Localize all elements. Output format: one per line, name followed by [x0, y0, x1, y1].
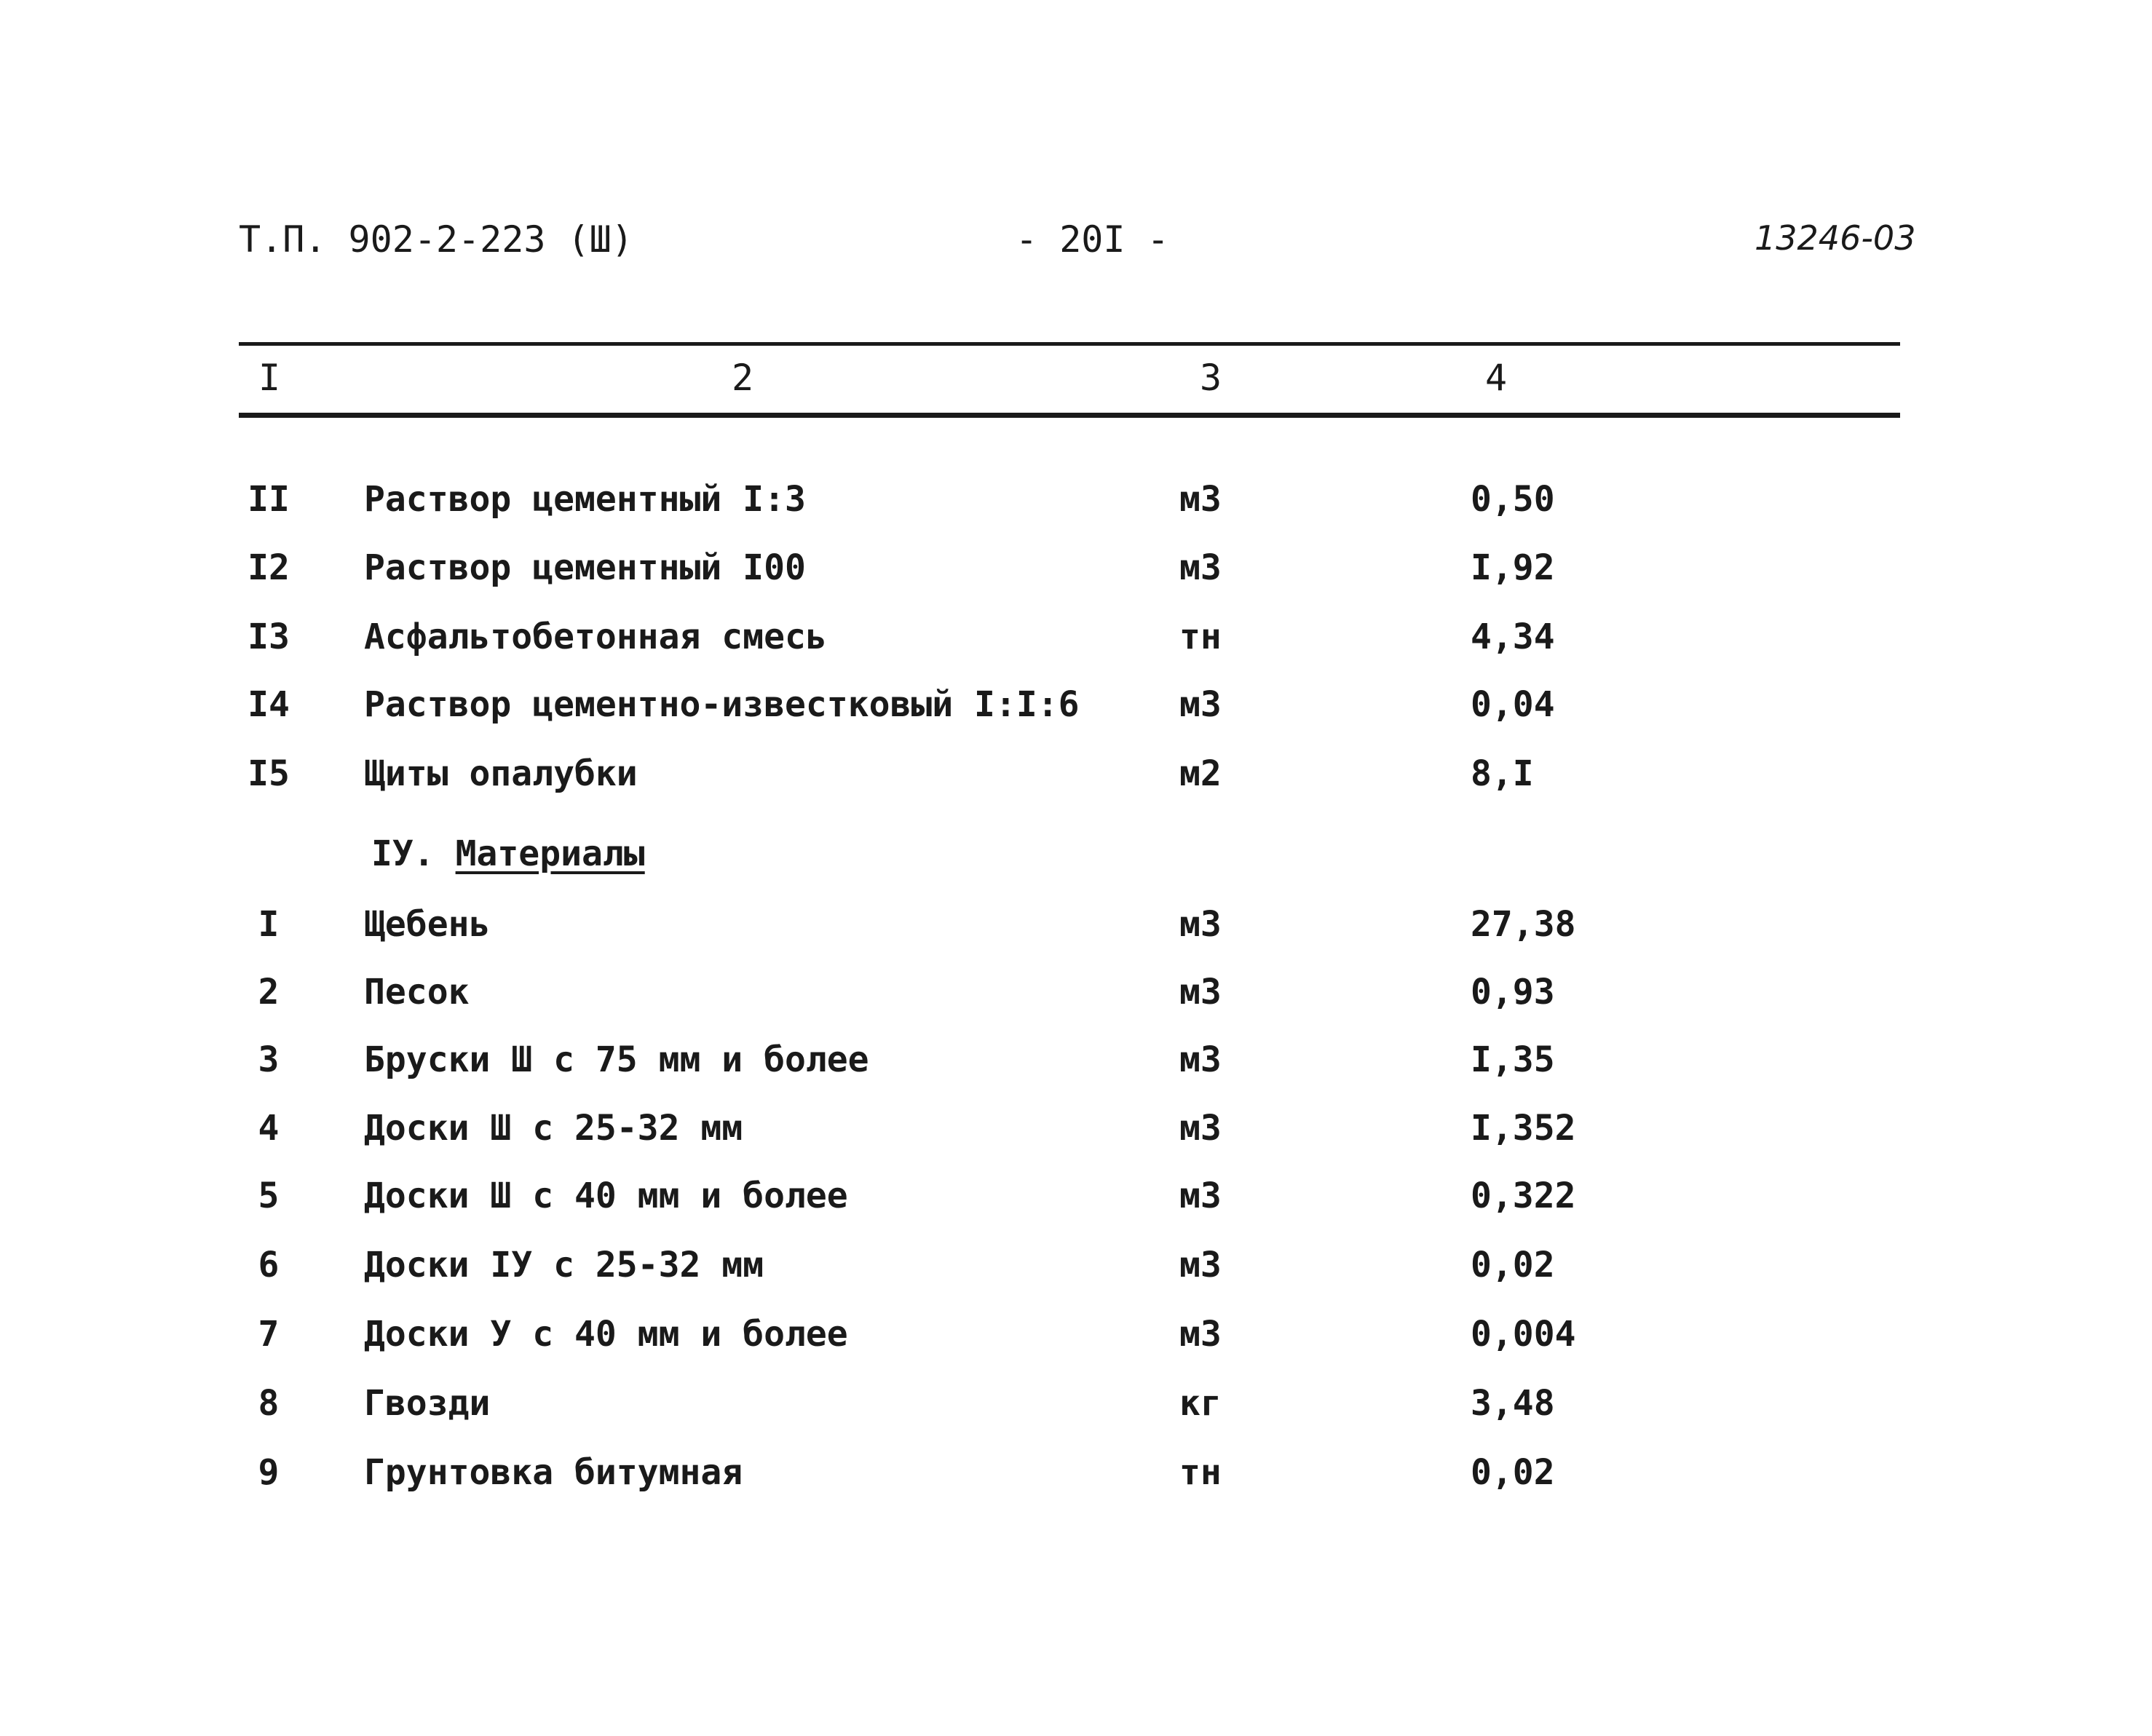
- table-row: [0, 972, 2152, 1030]
- table-row: [0, 753, 2152, 812]
- table-row: [0, 1039, 2152, 1098]
- row-name: Гвозди: [364, 1383, 491, 1424]
- row-quantity: I,352: [1471, 1108, 1576, 1149]
- row-unit: кг: [1179, 1383, 1222, 1424]
- section-number: IУ.: [371, 833, 435, 874]
- row-unit: м3: [1179, 547, 1222, 588]
- row-quantity: 0,50: [1471, 479, 1555, 520]
- handwritten-code: 13246-03: [1755, 218, 1916, 258]
- row-number: I2: [248, 547, 290, 588]
- row-name: Бруски Ш с 75 мм и более: [364, 1039, 869, 1080]
- row-quantity: I,92: [1471, 547, 1555, 588]
- row-number: 7: [258, 1314, 280, 1355]
- row-quantity: 27,38: [1471, 904, 1576, 945]
- row-number: I5: [248, 753, 290, 794]
- row-number: 8: [258, 1383, 280, 1424]
- row-number: 4: [258, 1108, 280, 1149]
- table-row: [0, 1176, 2152, 1234]
- row-number: 9: [258, 1452, 280, 1493]
- row-quantity: 0,004: [1471, 1314, 1576, 1355]
- row-number: 6: [258, 1245, 280, 1285]
- row-number: 5: [258, 1176, 280, 1216]
- row-quantity: 0,93: [1471, 972, 1555, 1012]
- row-unit: м3: [1179, 1039, 1222, 1080]
- table-row: [0, 547, 2152, 606]
- row-number: II: [248, 479, 290, 520]
- column-header-1: I: [258, 357, 281, 399]
- row-name: Доски У с 40 мм и более: [364, 1314, 848, 1355]
- row-unit: м3: [1179, 1108, 1222, 1149]
- row-quantity: 0,02: [1471, 1452, 1555, 1493]
- row-name: Раствор цементно-известковый I:I:6: [364, 684, 1080, 725]
- row-unit: тн: [1179, 617, 1222, 657]
- row-quantity: 0,322: [1471, 1176, 1576, 1216]
- table-row: [0, 904, 2152, 962]
- table-row: [0, 1108, 2152, 1166]
- row-name: Доски IУ с 25-32 мм: [364, 1245, 764, 1285]
- row-number: I4: [248, 684, 290, 725]
- row-name: Доски Ш с 40 мм и более: [364, 1176, 848, 1216]
- row-name: Доски Ш с 25-32 мм: [364, 1108, 743, 1149]
- table-row: [0, 617, 2152, 675]
- row-name: Асфальтобетонная смесь: [364, 617, 827, 657]
- row-quantity: I,35: [1471, 1039, 1555, 1080]
- row-quantity: 4,34: [1471, 617, 1555, 657]
- row-unit: м3: [1179, 1245, 1222, 1285]
- table-row: [0, 479, 2152, 537]
- table-header-rule: [239, 413, 1900, 418]
- table-top-rule: [239, 342, 1900, 346]
- row-unit: м3: [1179, 1176, 1222, 1216]
- table-row: [0, 1314, 2152, 1372]
- document-reference: Т.П. 902-2-223 (Ш): [239, 218, 633, 261]
- row-unit: м3: [1179, 479, 1222, 520]
- row-number: I: [258, 904, 280, 945]
- section-title: Материалы: [455, 833, 645, 874]
- row-unit: м3: [1179, 972, 1222, 1012]
- section-heading: [371, 833, 645, 874]
- row-unit: м3: [1179, 684, 1222, 725]
- row-name: Раствор цементный I00: [364, 547, 806, 588]
- row-unit: м3: [1179, 904, 1222, 945]
- row-unit: м2: [1179, 753, 1222, 794]
- row-unit: м3: [1179, 1314, 1222, 1355]
- column-header-2: 2: [732, 357, 754, 399]
- row-name: Щебень: [364, 904, 491, 945]
- page-number: - 20I -: [1016, 218, 1169, 261]
- column-header-4: 4: [1485, 357, 1508, 399]
- table-row: [0, 684, 2152, 742]
- row-number: 3: [258, 1039, 280, 1080]
- table-row: [0, 1383, 2152, 1441]
- row-name: Грунтовка битумная: [364, 1452, 743, 1493]
- row-name: Раствор цементный I:3: [364, 479, 806, 520]
- table-row: [0, 1245, 2152, 1303]
- row-quantity: 0,02: [1471, 1245, 1555, 1285]
- row-quantity: 3,48: [1471, 1383, 1555, 1424]
- row-number: 2: [258, 972, 280, 1012]
- row-name: Щиты опалубки: [364, 753, 638, 794]
- row-quantity: 0,04: [1471, 684, 1555, 725]
- row-quantity: 8,I: [1471, 753, 1534, 794]
- table-row: [0, 1452, 2152, 1510]
- row-name: Песок: [364, 972, 470, 1012]
- column-header-3: 3: [1200, 357, 1222, 399]
- row-unit: тн: [1179, 1452, 1222, 1493]
- row-number: I3: [248, 617, 290, 657]
